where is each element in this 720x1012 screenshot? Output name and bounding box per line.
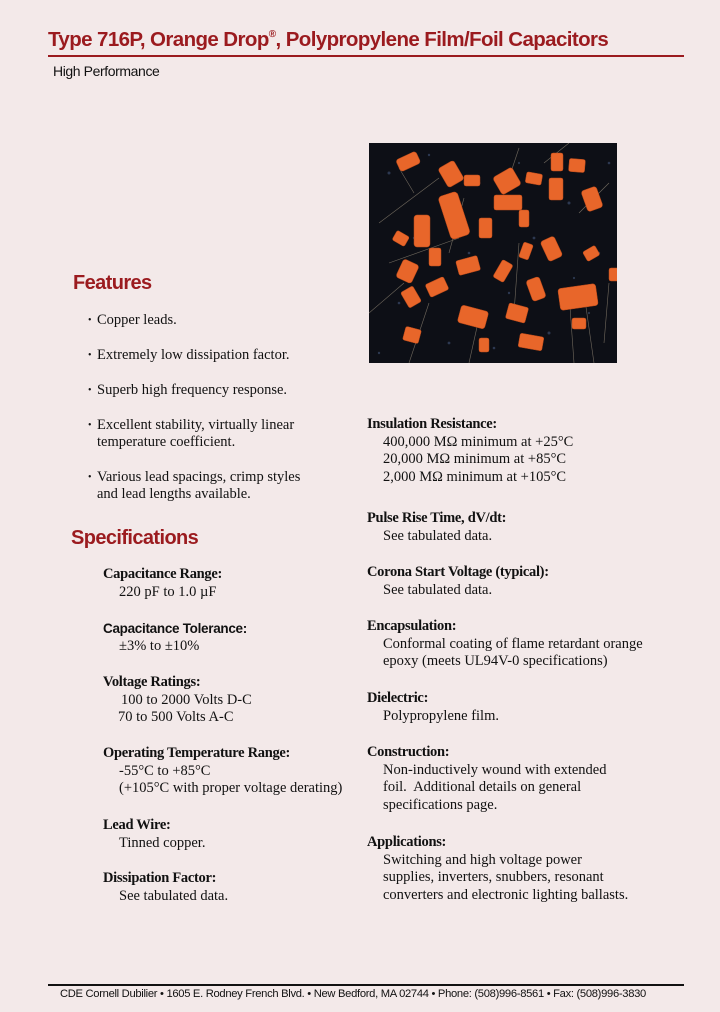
spec-capacitance-range [103,566,222,601]
spec-label: Lead Wire: [103,817,171,833]
spec-value: (+105°C with proper voltage derating) [119,780,343,796]
spec-label: Dielectric: [367,690,429,706]
spec-lead-wire [103,817,205,852]
product-photo [369,143,617,363]
spec-value: converters and electronic lighting ballasts. [383,886,629,903]
spec-value: 2,000 MΩ minimum at +105°C [383,468,567,485]
spec-corona-start-voltage [367,564,667,599]
spec-value: See tabulated data. [383,527,493,544]
spec-value: Polypropylene film. [383,707,499,724]
subtitle: High Performance [53,63,160,79]
feature-item: • Excellent stability, virtually linear temperature coefficient. [88,417,322,451]
spec-value: 100 to 2000 Volts D-C [121,691,252,708]
feature-item: • Extremely low dissipation factor. [88,347,348,364]
spec-value: 400,000 MΩ minimum at +25°C [383,433,574,450]
features-heading: Features [73,272,152,294]
spec-label: Capacitance Tolerance: [103,621,247,636]
spec-label: Encapsulation: [367,618,457,634]
spec-value: See tabulated data. [119,887,229,904]
spec-value: See tabulated data. [383,581,493,598]
spec-value: supplies, inverters, snubbers, resonant [383,869,604,885]
spec-operating-temperature [103,745,342,798]
footer-rule [48,984,684,986]
spec-insulation-resistance [367,416,667,486]
spec-value: Non-inductively wound with extended [383,761,607,778]
spec-label: Corona Start Voltage (typical): [367,564,549,580]
spec-value: epoxy (meets UL94V-0 specifications) [383,653,608,669]
spec-value: Conformal coating of flame retardant orange [383,635,643,652]
spec-value: Tinned copper. [119,834,206,851]
spec-construction [367,744,667,814]
footer-contact: CDE Cornell Dubilier • 1605 E. Rodney French Blvd. • New Bedford, MA 02744 • Phone: (508)996-8561 • Fax: (508)996-3830 [60,988,646,1000]
spec-encapsulation [367,618,667,671]
spec-dissipation-factor [103,870,228,905]
features-list [88,312,348,521]
spec-value: -55°C to +85°C [119,762,211,779]
spec-value: 220 pF to 1.0 µF [119,583,217,600]
spec-label: Construction: [367,744,450,760]
page-title [48,28,608,52]
specifications-heading: Specifications [71,527,199,549]
spec-pulse-rise-time [367,510,667,545]
spec-voltage-ratings [103,674,252,727]
capacitors-image [369,143,617,363]
registered-mark: ® [268,29,276,40]
title-suffix: , Polypropylene Film/Foil Capacitors [275,28,609,51]
spec-applications [367,834,667,904]
spec-value: 70 to 500 Volts A-C [118,709,234,725]
spec-dielectric [367,690,667,725]
spec-label: Capacitance Range: [103,566,223,582]
feature-item: • Copper leads. [88,312,348,329]
feature-item: • Superb high frequency response. [88,382,348,399]
title-prefix: Type 716P, Orange Drop [48,28,269,51]
spec-value: foil. Additional details on general [383,779,582,795]
feature-item: • Various lead spacings, crimp styles and lead lengths available. [88,469,312,503]
spec-label: Dissipation Factor: [103,870,217,886]
spec-label: Operating Temperature Range: [103,745,291,761]
spec-value: Switching and high voltage power [383,851,582,868]
spec-label: Applications: [367,834,447,850]
spec-label: Pulse Rise Time, dV/dt: [367,510,507,526]
spec-label: Voltage Ratings: [103,674,201,690]
title-rule [48,55,684,57]
spec-value: 20,000 MΩ minimum at +85°C [383,451,567,467]
spec-value: ±3% to ±10% [119,637,200,654]
spec-value: specifications page. [383,796,498,813]
spec-label: Insulation Resistance: [367,416,497,432]
spec-capacitance-tolerance [103,620,247,655]
